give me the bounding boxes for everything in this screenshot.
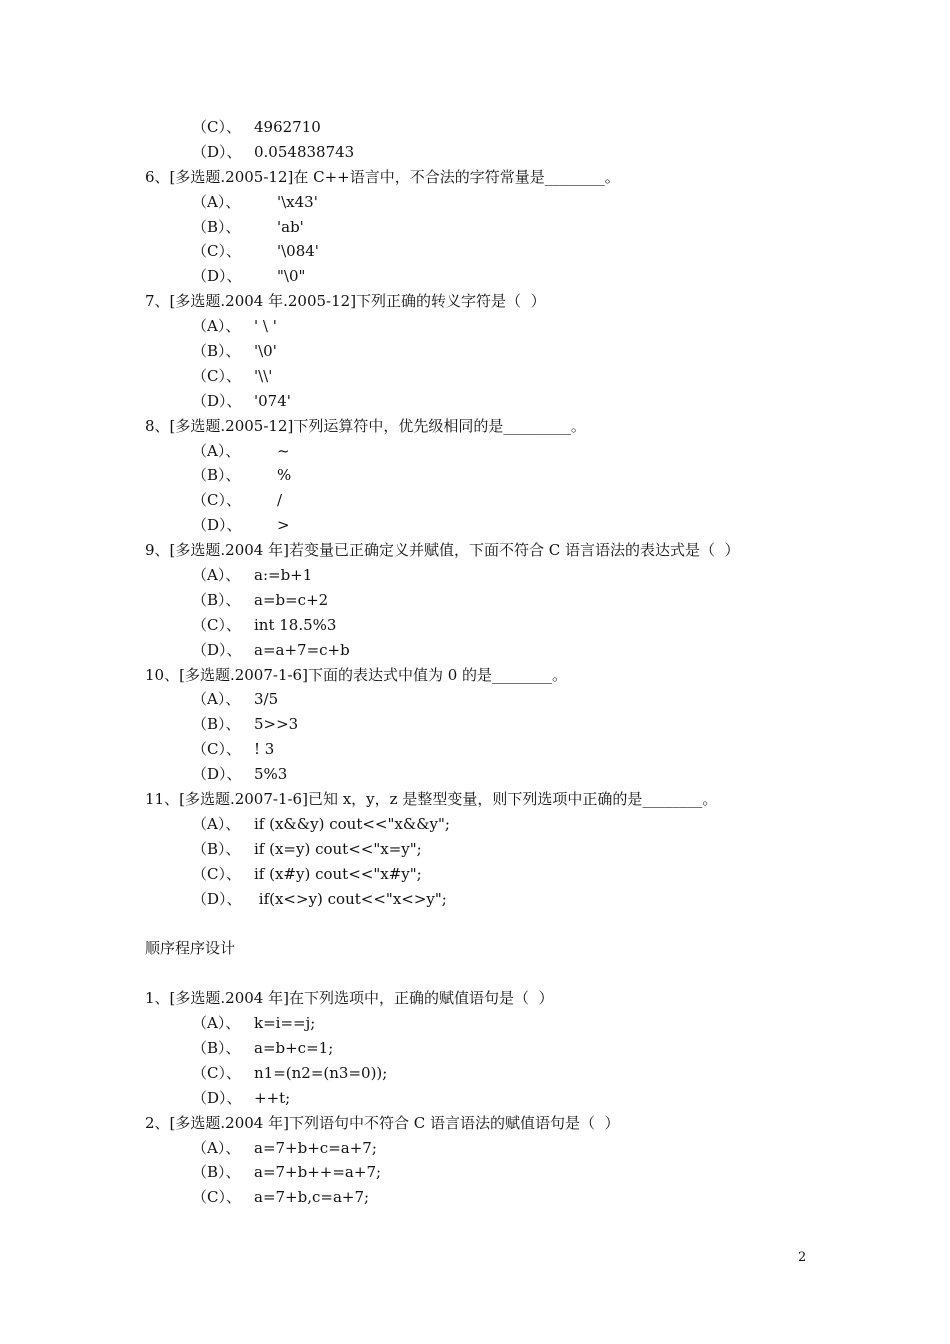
option-text: a:=b+1: [254, 566, 313, 585]
option-text: "\0": [277, 267, 306, 286]
option-label: （D）、: [192, 516, 242, 535]
option-row: [145, 190, 845, 215]
document-body: [145, 115, 845, 1210]
option-row: [145, 1061, 845, 1086]
option-text: ! 3: [254, 740, 275, 759]
option-text: ~: [277, 441, 290, 460]
option-text: '074': [254, 391, 291, 410]
option-row: [145, 1086, 845, 1111]
option-text: ++t;: [254, 1088, 291, 1107]
question-stem: 10、[多选题.2007-1-6]下面的表达式中值为 0 的是________。: [145, 665, 568, 684]
option-label: （D）、: [192, 391, 242, 410]
option-row: [145, 563, 845, 588]
option-label: （B）、: [192, 839, 241, 858]
option-label: （B）、: [192, 1163, 241, 1182]
option-row: [145, 1011, 845, 1036]
option-label: （A）、: [192, 814, 241, 833]
option-text: n1=(n2=(n3=0));: [254, 1063, 388, 1082]
option-text: a=7+b+c=a+7;: [254, 1138, 377, 1157]
option-label: （A）、: [192, 192, 241, 211]
option-label: （B）、: [192, 1038, 241, 1057]
option-label: （C）、: [192, 864, 241, 883]
option-row: [145, 1160, 845, 1185]
question-stem: 6、[多选题.2005-12]在 C++语言中，不合法的字符常量是________。: [145, 167, 620, 186]
option-text: a=b=c+2: [254, 590, 329, 609]
option-row: [145, 887, 845, 912]
option-row: [145, 314, 845, 339]
option-row: [145, 1185, 845, 1210]
option-text: int 18.5%3: [254, 615, 337, 634]
option-row: [145, 1136, 845, 1161]
option-text: k=i==j;: [254, 1014, 316, 1033]
option-row: [145, 712, 845, 737]
option-row: [145, 737, 845, 762]
option-label: （D）、: [192, 640, 242, 659]
option-row: [145, 837, 845, 862]
option-label: （A）、: [192, 1138, 241, 1157]
option-label: （D）、: [192, 765, 242, 784]
option-label: （A）、: [192, 317, 241, 336]
option-label: （C）、: [192, 242, 241, 261]
option-row: [145, 513, 845, 538]
option-label: （A）、: [192, 441, 241, 460]
blank-line: [145, 961, 845, 986]
option-label: （D）、: [192, 267, 242, 286]
option-text: 3/5: [254, 690, 279, 709]
option-row: [145, 439, 845, 464]
option-text: '\0': [254, 342, 277, 361]
option-text: a=b+c=1;: [254, 1038, 334, 1057]
option-row: [145, 140, 845, 165]
question-stem: 1、[多选题.2004 年]在下列选项中，正确的赋值语句是（ ）: [145, 989, 554, 1008]
option-row: [145, 364, 845, 389]
question-stem: 9、[多选题.2004 年]若变量已正确定义并赋值，下面不符合 C 语言语法的表达式是（ ）: [145, 541, 740, 560]
option-text: a=7+b,c=a+7;: [254, 1188, 370, 1207]
option-label: （C）、: [192, 491, 241, 510]
option-label: （D）、: [192, 142, 242, 161]
option-label: （C）、: [192, 1188, 241, 1207]
option-text: '\084': [277, 242, 319, 261]
option-row: [145, 1036, 845, 1061]
option-text: a=7+b++=a+7;: [254, 1163, 382, 1182]
option-label: （A）、: [192, 566, 241, 585]
option-row: [145, 488, 845, 513]
option-text: 5>>3: [254, 715, 299, 734]
option-label: （C）、: [192, 366, 241, 385]
option-text: 4962710: [254, 118, 321, 136]
option-row: [145, 638, 845, 663]
option-text: 'ab': [277, 217, 304, 236]
option-label: （D）、: [192, 1088, 242, 1107]
option-label: （C）、: [192, 740, 241, 759]
option-row: [145, 812, 845, 837]
option-label: （B）、: [192, 590, 241, 609]
option-row: [145, 588, 845, 613]
page-number: 2: [798, 1250, 807, 1265]
option-label: （B）、: [192, 466, 241, 485]
option-text: >: [277, 516, 290, 535]
option-text: ' \ ': [254, 317, 277, 336]
option-text: %: [277, 466, 292, 485]
option-label: （B）、: [192, 715, 241, 734]
option-label: （C）、: [192, 1063, 241, 1082]
option-text: /: [277, 491, 283, 510]
option-row: [145, 239, 845, 264]
option-label: （D）、: [192, 889, 242, 908]
option-label: （A）、: [192, 690, 241, 709]
question-stem: 2、[多选题.2004 年]下列语句中不符合 C 语言语法的赋值语句是（ ）: [145, 1113, 620, 1132]
option-label: （C）、: [192, 118, 241, 136]
option-text: 5%3: [254, 765, 288, 784]
section-heading: 顺序程序设计: [145, 939, 236, 958]
option-row: [145, 762, 845, 787]
option-text: a=a+7=c+b: [254, 640, 350, 659]
option-row: [145, 389, 845, 414]
option-row: [145, 687, 845, 712]
question-stem: 8、[多选题.2005-12]下列运算符中，优先级相同的是_________。: [145, 416, 586, 435]
option-label: （B）、: [192, 342, 241, 361]
option-row: [145, 115, 845, 140]
option-row: [145, 264, 845, 289]
option-text: if(x<>y) cout<<"x<>y";: [254, 889, 447, 908]
option-text: 0.054838743: [254, 142, 355, 161]
option-label: （A）、: [192, 1014, 241, 1033]
option-row: [145, 215, 845, 240]
option-text: if (x#y) cout<<"x#y";: [254, 864, 422, 883]
option-text: if (x&&y) cout<<"x&&y";: [254, 814, 450, 833]
option-text: '\x43': [277, 192, 318, 211]
option-label: （B）、: [192, 217, 241, 236]
option-row: [145, 339, 845, 364]
option-text: if (x=y) cout<<"x=y";: [254, 839, 422, 858]
question-stem: 11、[多选题.2007-1-6]已知 x，y，z 是整型变量，则下列选项中正确的是________。: [145, 790, 718, 809]
question-stem: 7、[多选题.2004 年.2005-12]下列正确的转义字符是（ ）: [145, 292, 546, 311]
blank-line: [145, 912, 845, 937]
option-text: '\\': [254, 366, 273, 385]
option-label: （C）、: [192, 615, 241, 634]
option-row: [145, 613, 845, 638]
option-row: [145, 862, 845, 887]
option-row: [145, 463, 845, 488]
